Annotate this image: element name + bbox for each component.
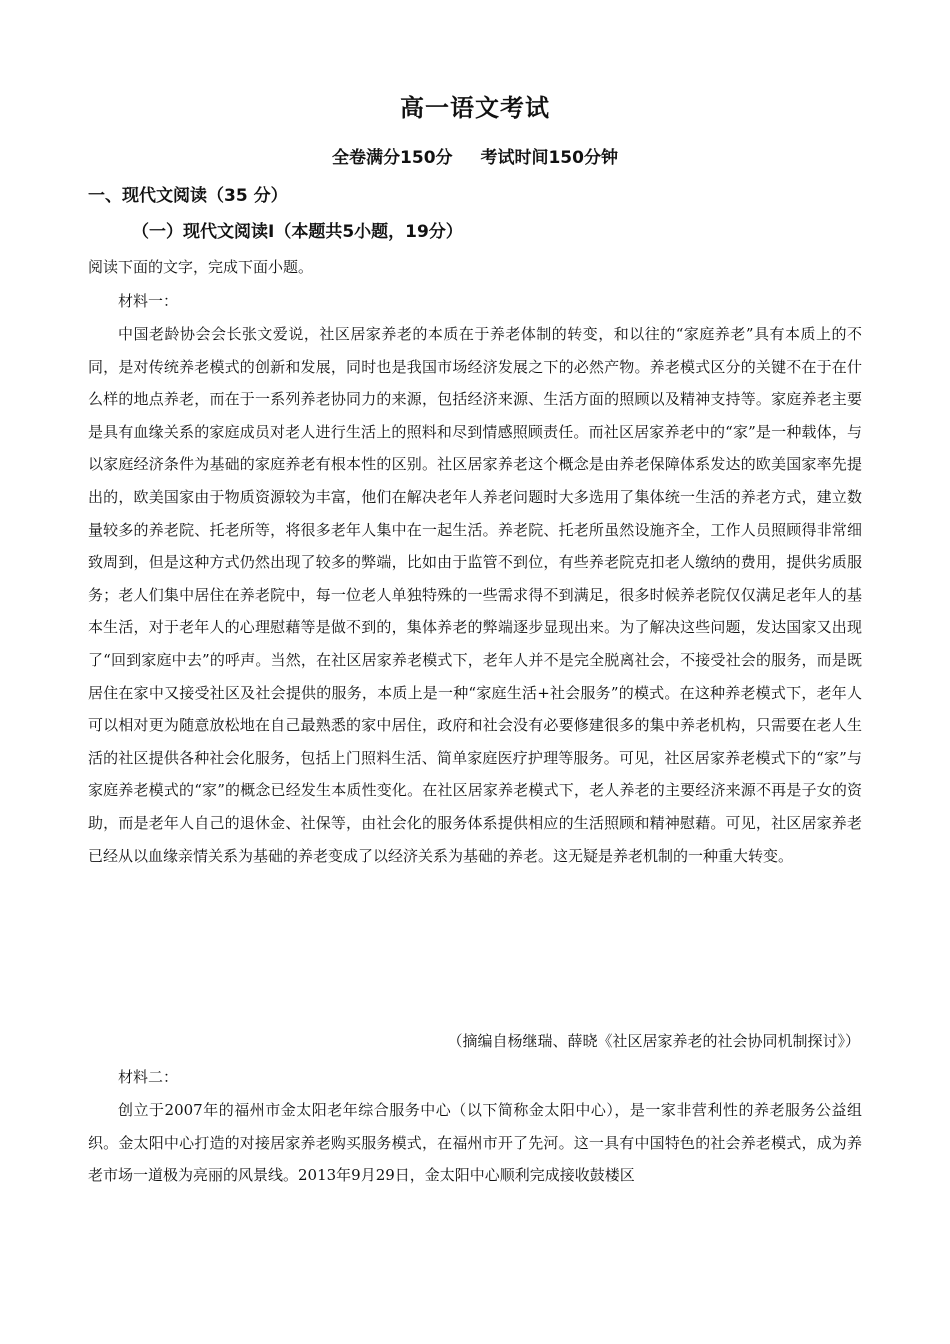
subsection-heading: （一）现代文阅读Ⅰ（本题共5小题，19分） [132,222,463,242]
section-heading: 一、现代文阅读（35 分） [88,186,288,206]
exam-time-text: 考试时间150分钟 [480,148,618,168]
material2-text: 创立于2007年的福州市金太阳老年综合服务中心（以下简称金太阳中心），是一家非营利性的养老服务公益组织。金太阳中心打造的对接居家养老购买服务模式，在福州市开了先河。这一具有中国特色的社会养老模式，成为养老市场一道极为亮丽的风景线。2013年9月29日，金太阳中心顺利完成接收鼓楼区 [88,1101,862,1185]
material1-source: （摘编自杨继瑞、薛晓《社区居家养老的社会协同机制探讨》） [447,1032,860,1050]
material1-text: 中国老龄协会会长张文爱说，社区居家养老的本质在于养老体制的转变，和以往的“家庭养老”具有本质上的不同，是对传统养老模式的创新和发展，同时也是我国市场经济发展之下的必然产物。养老模式区分的关键不在于在什么样的地点养老，而在于一系列养老协同力的来源，包括经济来源、生活方面的照顾以及精神支持等。家庭养老主要是具有血缘关系的家庭成员对老人进行生活上的照料和尽到情感照顾责任。而社区居家养老中的“家”是一种载体，与以家庭经济条件为基础的家庭养老有根本性的区别。社区居家养老这个概念是由养老保障体系发达的欧美国家率先提出的，欧美国家由于物质资源较为丰富，他们在解决老年人养老问题时大多选用了集体统一生活的养老方式，建立数量较多的养老院、托老所等，将很多老年人集中在一起生活。养老院、托老所虽然设施齐全，工作人员照顾得非常细致周到，但是这种方式仍然出现了较多的弊端，比如由于监管不到位，有些养老院克扣老人缴纳的费用，提供劣质服务；老人们集中居住在养老院中，每一位老人单独特殊的一些需求得不到满足，很多时候养老院仅仅满足老年人的基本生活，对于老年人的心理慰藉等是做不到的，集体养老的弊端逐步显现出来。为了解决这些问题，发达国家又出现了“回到家庭中去”的呼声。当然，在社区居家养老模式下，老年人并不是完全脱离社会，不接受社会的服务，而是既居住在家中又接受社区及社会提供的服务，本质上是一种“家庭生活+社会服务”的模式。在这种养老模式下，老年人可以相对更为随意放松地在自己最熟悉的家中居住，政府和社会没有必要修建很多的集中养老机构，只需要在老人生活的社区提供各种社会化服务，包括上门照料生活、简单家庭医疗护理等服务。可见，社区居家养老模式下的“家”与家庭养老模式的“家”的概念已经发生本质性变化。在社区居家养老模式下，老人养老的主要经济来源不再是子女的资助，而是老年人自己的退休金、社保等，由社会化的服务体系提供相应的生活照顾和精神慰藉。可见，社区居家养老已经从以血缘亲情关系为基础的养老变成了以经济关系为基础的养老。这无疑是养老机制的一种重大转变。 [88,325,862,865]
exam-subtitle [0,143,950,168]
full-score-text: 全卷满分150分 [332,148,453,168]
reading-instruction: 阅读下面的文字，完成下面小题。 [88,258,314,276]
material2-label: 材料二： [118,1068,179,1086]
material1-label: 材料一： [118,292,179,310]
exam-title: 高一语文考试 [400,94,550,122]
